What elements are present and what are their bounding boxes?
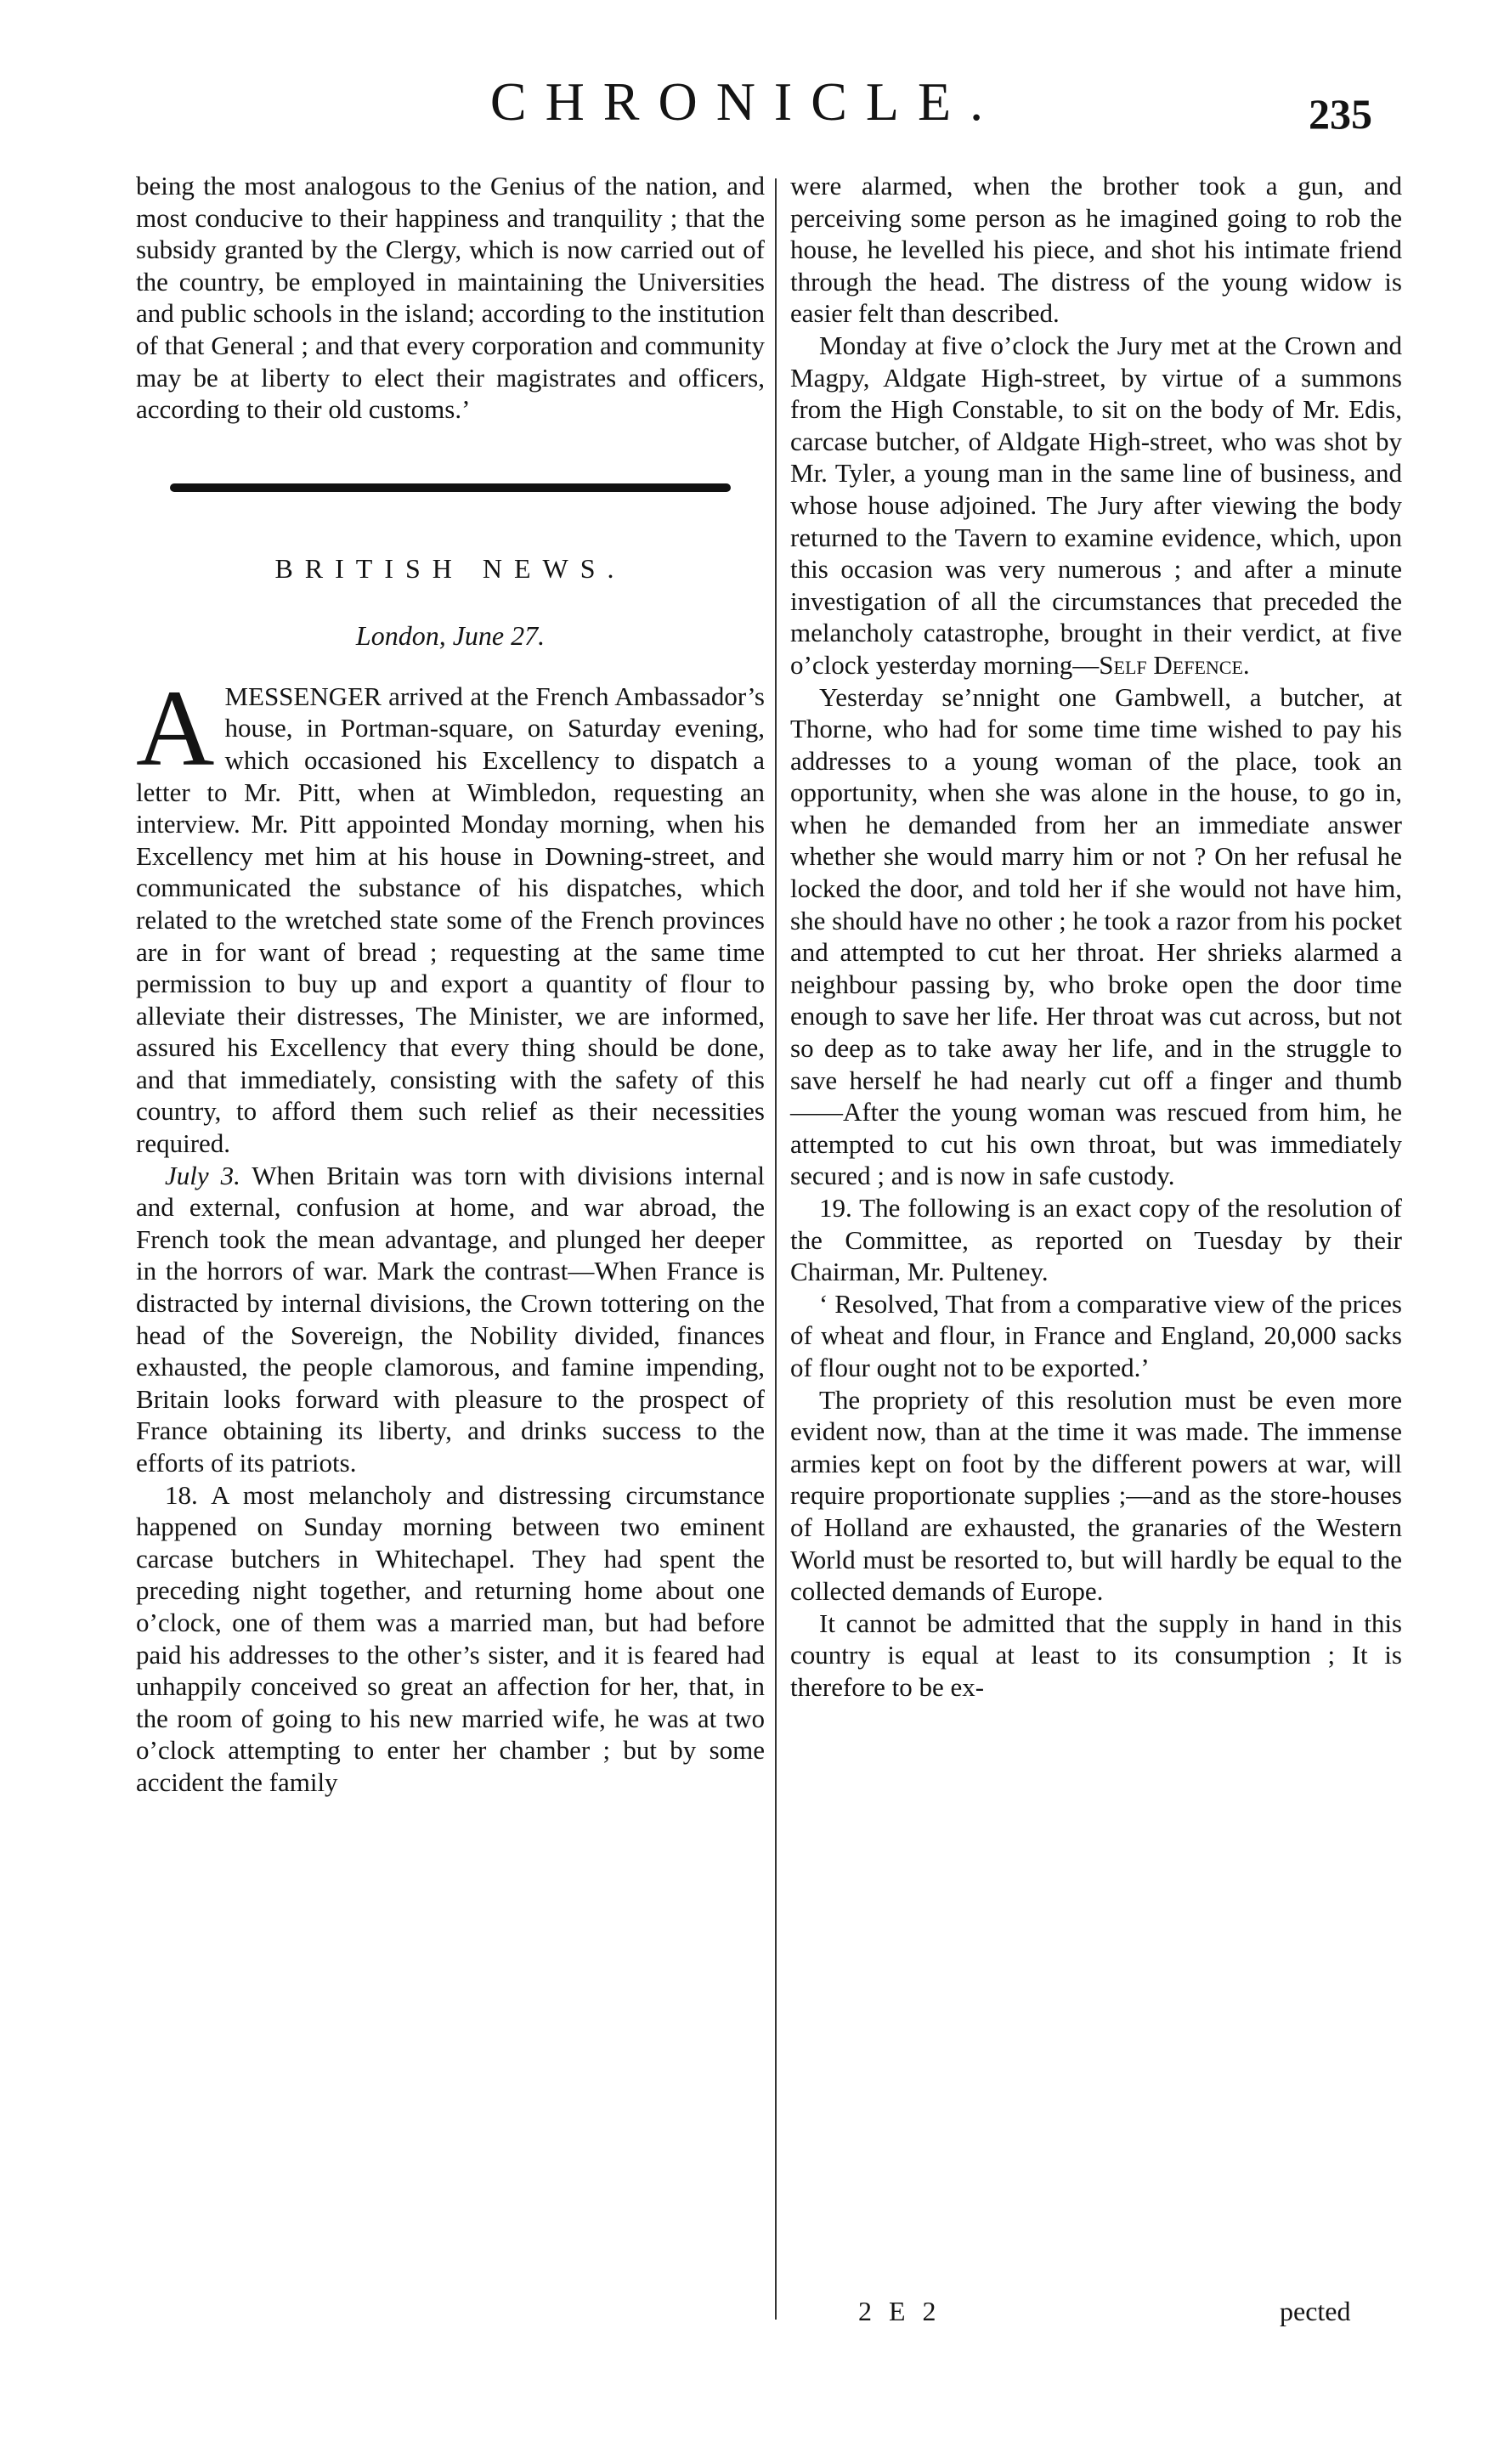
left-paragraph-2 <box>136 667 765 1160</box>
running-title: CHRONICLE. <box>489 71 1003 132</box>
signature-mark: 2 E 2 <box>858 2296 941 2326</box>
left-paragraph-3 <box>136 1160 765 1479</box>
left-paragraph-1: being the most analogous to the Genius of the nation, and most conducive to their happiness and tranquility ; that the subsidy granted by the Clergy, which is now carried out of the country, be employed in maintaining the Universities and public schools in the island; according to the institution of that General ; and that every corporation and community may be at liberty to elect their magistrates and officers, according to their old customs.’ <box>136 171 765 425</box>
left-paragraph-4: 18. A most melancholy and distressing circumstance happened on Sunday morning between two eminent carcase butchers in Whitechapel. They had spent the preceding night together, and returning home about one o’clock, one of them was a married man, but had before paid his addresses to the other’s sister, and it is feared had unhappily conceived so great an affection for her, that, in the room of going to his new married wife, he was at two o’clock attempting to enter her chamber ; but by some accident the family <box>136 1479 765 1797</box>
entry-date: July 3. <box>165 1160 240 1190</box>
left-paragraph-2-text: arrived at the French Ambassador’s house, in Portman-square, on Saturday evening, which occasioned his Excellency to dispatch a letter to Mr. Pitt, when at Wimbledon, requesting an interview. Mr. Pitt appointed Monday morning, when his Excellency met him at his house in Downing-street, and communicated the substance of his dispatches, which related to the wretched state some of the French provinces are in for want of bread ; requesting at the same time permission to buy up and export a quantity of flour to alleviate their distresses, The Minister, we are informed, assured his Excellency that every thing should be done, and that immediately, consisting with the safety of this country, to afford them such relief as their necessities required. <box>136 681 765 1159</box>
lead-word: MESSENGER <box>224 681 382 711</box>
section-heading: BRITISH NEWS. <box>274 552 626 584</box>
left-column <box>136 170 765 1799</box>
page-number: 235 <box>1309 90 1372 138</box>
right-paragraph-7: It cannot be admitted that the supply in hand in this country is equal at least to its consumption ; It is therefore to be ex- <box>790 1608 1402 1702</box>
right-paragraph-6: The propriety of this resolution must be even more evident now, than at the time it was made. The immense armies kept on foot by the different powers at war, will require proportionate supplies ;—and as the store-houses of Holland are exhausted, the granaries of the Western World must be resorted to, but will hardly be equal to the collected demands of Europe. <box>790 1384 1402 1607</box>
right-paragraph-4: 19. The following is an exact copy of the resolution of the Committee, as reported on Tuesday by their Chairman, Mr. Pulteney. <box>790 1193 1402 1287</box>
right-paragraph-2-text: Monday at five o’clock the Jury met at the Crown and Magpy, Aldgate High-street, by virtue of a summons from the High Constable, to sit on the body of Mr. Edis, carcase butcher, of Aldgate High-street, who was shot by Mr. Tyler, a young man in the same line of business, and whose house adjoined. The Jury after viewing the body returned to the Tavern to examine evidence, which, upon this occasion was very numerous ; and after a minute investigation of all the circumstances that preceded the melancholy catastrophe, brought in their verdict, at five o’clock yesterday morning— <box>790 330 1402 680</box>
column-rule <box>775 178 777 2320</box>
catchword: pected <box>1280 2296 1351 2326</box>
right-paragraph-1: were alarmed, when the brother took a gun, and perceiving some person as he imagined going to rob the house, he levelled his piece, and shot his intimate friend through the head. The distress of the young widow is easier felt than described. <box>790 171 1402 329</box>
dateline: London, June 27. <box>355 619 546 651</box>
right-paragraph-2 <box>790 330 1402 681</box>
section-divider <box>170 483 731 492</box>
left-paragraph-3-text: When Britain was torn with divisions internal and external, confusion at home, and war abroad, the French took the mean advantage, and plunged her deeper in the horrors of war. Mark the contrast—When France is distracted by internal divisions, the Crown tottering on the head of the Sovereign, the Nobility divided, finances exhausted, the people clamorous, and famine impending, Britain looks forward with pleasure to the prospect of France obtaining its liberty, and drinks success to the efforts of its patriots. <box>136 1160 765 1478</box>
right-paragraph-5: ‘ Resolved, That from a comparative view of the prices of wheat and flour, in France and England, 20,000 sacks of flour ought not to be exported.’ <box>790 1288 1402 1382</box>
verdict: Self Defence. <box>1099 649 1250 680</box>
right-paragraph-3: Yesterday se’nnight one Gambwell, a butcher, at Thorne, who had for some time time wished to pay his addresses to a young woman of the place, took an opportunity, when she was alone in the house, to go in, when he demanded from her an immediate answer whether she would marry him or not ? On her refusal he locked the door, and told her if she would not have him, she should have no other ; he took a razor from his pocket and attempted to cut her throat. Her shrieks alarmed a neighbour passing by, who broke open the door time enough to save her life. Her throat was cut across, but not so deep as to take away her life, and in the struggle to save herself he had nearly cut off a finger and thumb ——After the young woman was rescued from him, he attempted to cut his own throat, but was immediately secured ; and is now in safe custody. <box>790 681 1402 1191</box>
right-column <box>790 170 1402 1704</box>
drop-cap: A <box>136 667 215 788</box>
